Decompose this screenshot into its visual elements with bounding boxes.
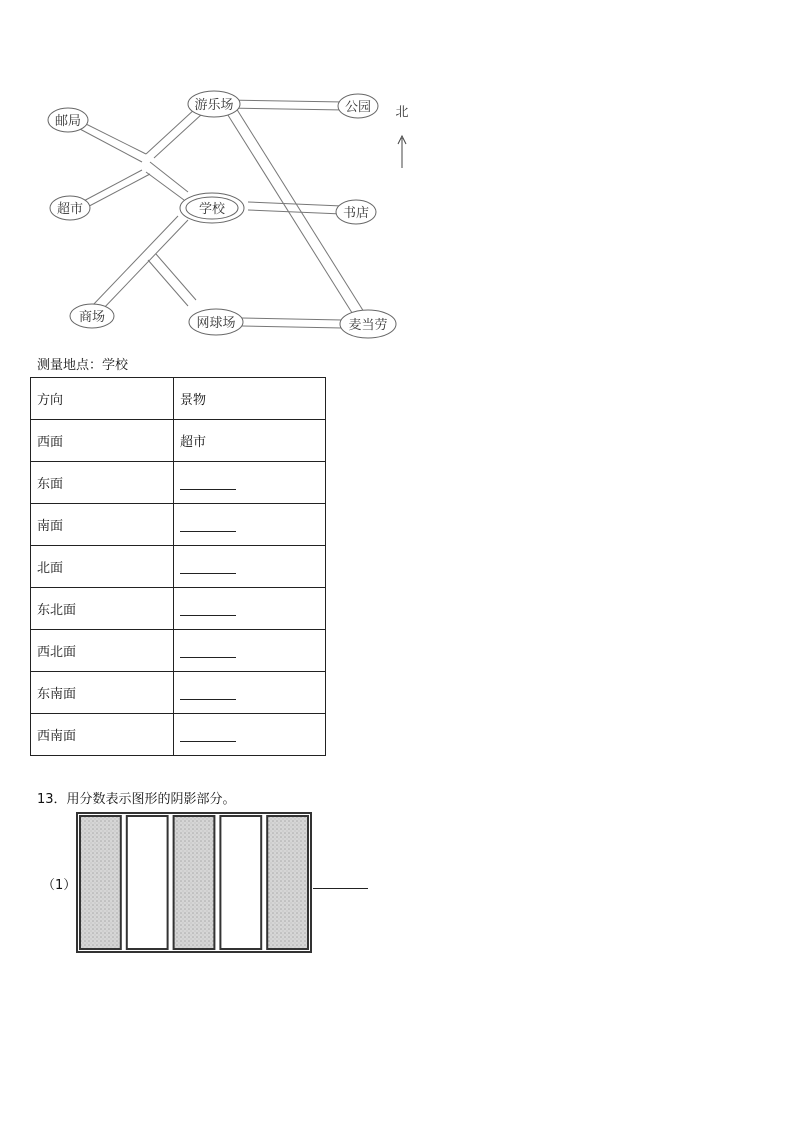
label-park: 公园 bbox=[344, 100, 372, 115]
answer-blank[interactable] bbox=[180, 601, 236, 616]
label-post-office: 邮局 bbox=[54, 114, 82, 129]
label-supermarket: 超市 bbox=[56, 202, 84, 217]
direction-table bbox=[30, 377, 326, 756]
table-row bbox=[31, 546, 326, 588]
header-landmark: 景物 bbox=[174, 378, 326, 420]
unshaded-strip bbox=[127, 816, 168, 949]
landmark-cell bbox=[174, 462, 326, 504]
direction-cell: 东南面 bbox=[31, 672, 174, 714]
landmark-cell bbox=[174, 630, 326, 672]
answer-blank[interactable] bbox=[180, 559, 236, 574]
direction-cell: 西北面 bbox=[31, 630, 174, 672]
label-mcdonalds: 麦当劳 bbox=[348, 318, 388, 333]
shaded-strip bbox=[174, 816, 215, 949]
table-row bbox=[31, 462, 326, 504]
landmark-cell bbox=[174, 588, 326, 630]
table-row bbox=[31, 504, 326, 546]
header-direction: 方向 bbox=[31, 378, 174, 420]
label-school: 学校 bbox=[198, 202, 226, 217]
label-bookstore: 书店 bbox=[342, 206, 370, 221]
shaded-strip bbox=[80, 816, 121, 949]
answer-blank[interactable] bbox=[313, 888, 368, 889]
direction-cell: 南面 bbox=[31, 504, 174, 546]
map-diagram bbox=[36, 84, 416, 346]
table-row bbox=[31, 588, 326, 630]
answer-blank[interactable] bbox=[180, 685, 236, 700]
north-arrow-icon bbox=[398, 136, 406, 168]
north-label: 北 bbox=[395, 105, 409, 120]
direction-cell: 西面 bbox=[31, 420, 174, 462]
label-mall: 商场 bbox=[78, 310, 106, 325]
direction-cell: 东面 bbox=[31, 462, 174, 504]
table-header-row bbox=[31, 378, 326, 420]
landmark-cell bbox=[174, 504, 326, 546]
landmark-cell bbox=[174, 546, 326, 588]
landmark-cell: 超市 bbox=[174, 420, 326, 462]
question-13-text: 13．用分数表示图形的阴影部分。 bbox=[37, 792, 236, 807]
table-row bbox=[31, 672, 326, 714]
label-tennis-court: 网球场 bbox=[196, 316, 236, 331]
landmark-cell bbox=[174, 714, 326, 756]
landmark-cell bbox=[174, 672, 326, 714]
answer-blank[interactable] bbox=[180, 517, 236, 532]
answer-blank[interactable] bbox=[180, 727, 236, 742]
direction-cell: 西南面 bbox=[31, 714, 174, 756]
table-row bbox=[31, 714, 326, 756]
unshaded-strip bbox=[220, 816, 261, 949]
shaded-strip bbox=[267, 816, 308, 949]
question-13-sub1-label: （1） bbox=[42, 878, 77, 893]
table-row bbox=[31, 630, 326, 672]
direction-cell: 东北面 bbox=[31, 588, 174, 630]
answer-blank[interactable] bbox=[180, 475, 236, 490]
label-playground: 游乐场 bbox=[194, 98, 234, 113]
shaded-rectangle-figure bbox=[76, 812, 312, 954]
measure-point-label: 测量地点：学校 bbox=[37, 358, 129, 373]
direction-cell: 北面 bbox=[31, 546, 174, 588]
table-row bbox=[31, 420, 326, 462]
answer-blank[interactable] bbox=[180, 643, 236, 658]
